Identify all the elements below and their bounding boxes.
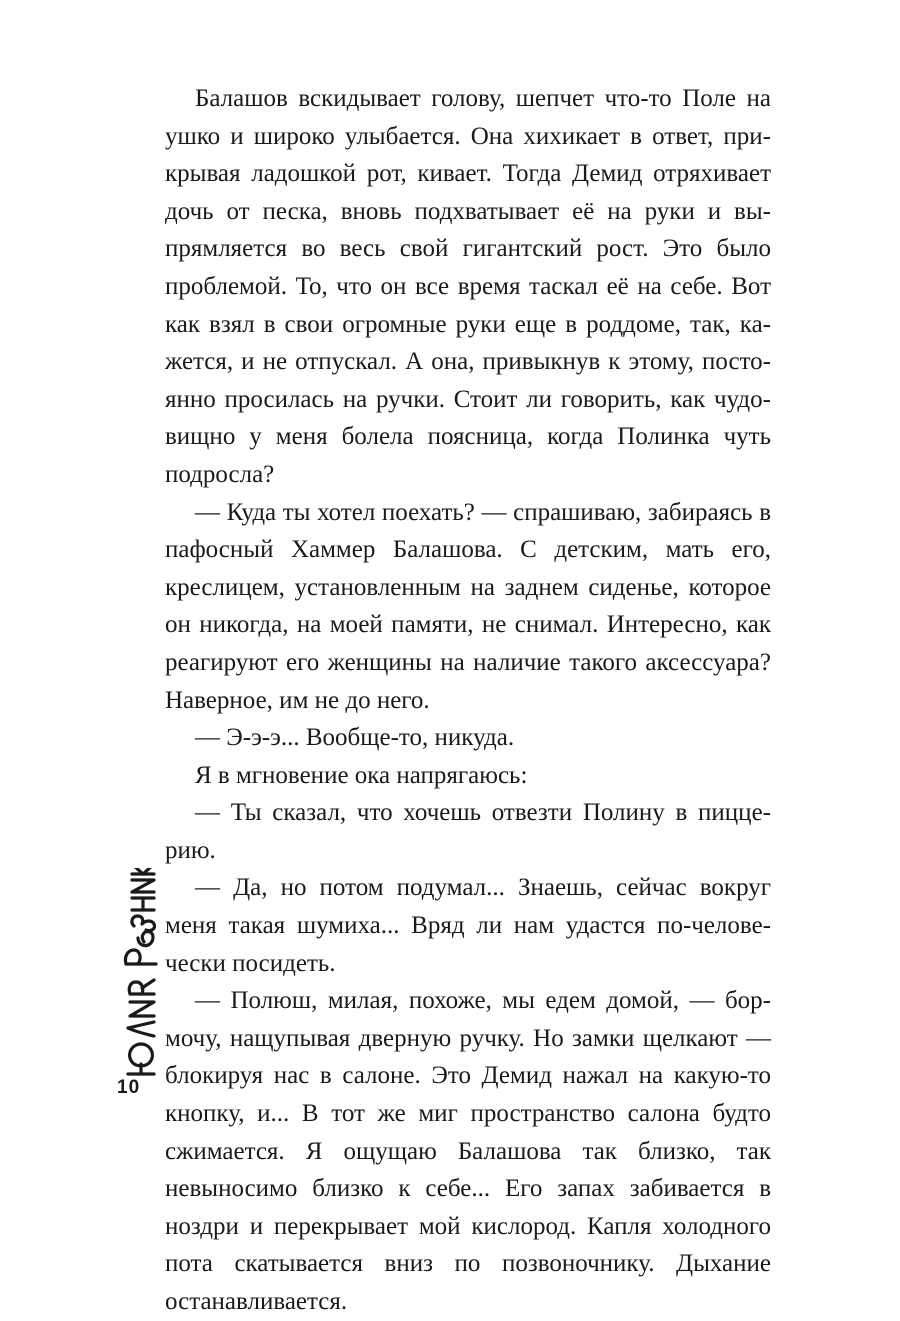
paragraph: — Полюш, милая, похоже, мы едем домой, — бормочу, нащупывая дверную ручку. Но замки щелкают — блокируя нас в салоне. Это Демид нажал на какую-то кнопку, и... В тот же миг пространство салона будто сжимается. Я ощущаю Балашова так близко, так невыносимо близко к себе... Его запах забивается в ноздри и перекрывает мой кислород. Капля холодного пота скатывается вниз по позвоночнику. Дыхание останавливается.	[165, 987, 771, 1315]
author-signature-graphic	[118, 868, 164, 1082]
paragraph: — Ты сказал, что хочешь отвезти Полину в пиццерию.	[165, 799, 771, 864]
paragraph: — Э-э-э... Вообще-то, никуда.	[195, 724, 515, 752]
paragraph: Я в мгновение ока напрягаюсь:	[195, 761, 528, 789]
page-number: 10	[117, 1077, 141, 1098]
body-text	[165, 80, 771, 1321]
paragraph: Балашов вскидывает голову, шепчет что-то Поле на ушко и широко улыбается. Она хихикает в ответ, прикрывая ладошкой рот, кивает. Тогда Демид отряхивает дочь от песка, вновь подхватывает её на руки и выпрямляется во весь свой гигантский рост. Это было проблемой. То, что он все время таскал её на себе. Вот как взял в свои огромные руки еще в роддоме, так, кажется, и не отпускал. А она, привыкнув к этому, постоянно просилась на ручки. Стоит ли говорить, как чудовищно у меня болела поясница, когда Полинка чуть подросла?	[165, 85, 771, 488]
author-running-head	[118, 868, 164, 1082]
paragraph: — Куда ты хотел поехать? — спрашиваю, забираясь в пафосный Хаммер Балашова. С детским, мать его, креслицем, установленным на заднем сиденье, которое он никогда, на моей памяти, не снимал. Интересно, как реагируют его женщины на наличие такого аксессуара? Наверное, им не до него.	[165, 498, 771, 714]
paragraph: — Да, но потом подумал... Знаешь, сейчас вокруг меня такая шумиха... Вряд ли нам удастся по-человечески посидеть.	[165, 874, 771, 977]
